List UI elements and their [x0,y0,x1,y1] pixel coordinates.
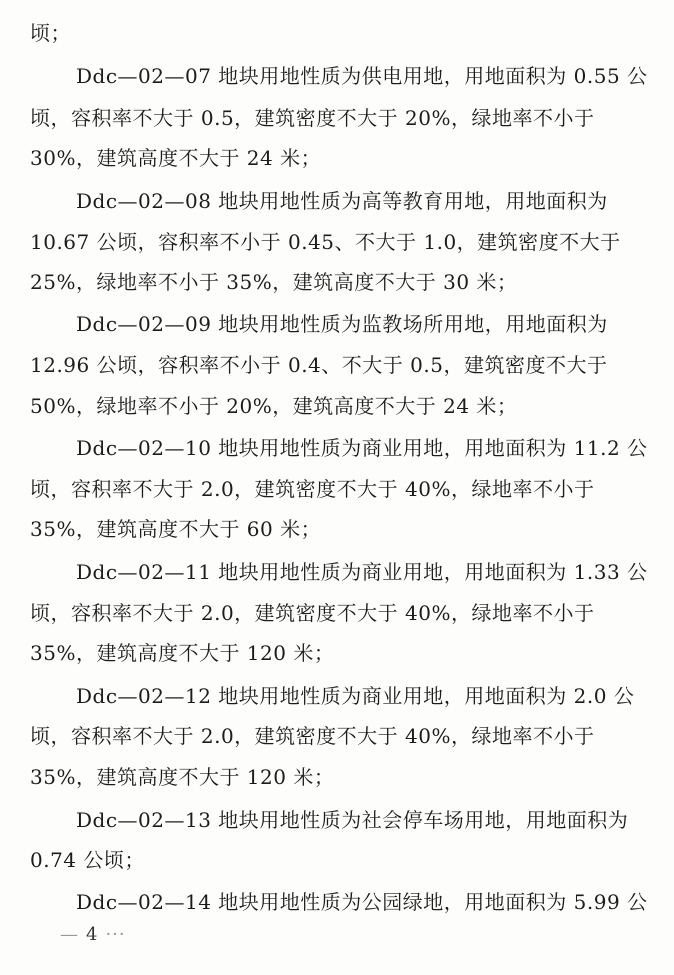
footer-dots: ··· [105,924,126,945]
text-line: Ddc—02—10 地块用地性质为商业用地，用地面积为 11.2 公 [76,436,648,460]
text-line: Ddc—02—12 地块用地性质为商业用地，用地面积为 2.0 公 [76,684,635,708]
page-footer [60,924,126,946]
text-line: Ddc—02—13 地块用地性质为社会停车场用地，用地面积为 [76,808,629,832]
text-line: 30%，建筑高度不大于 24 米； [30,146,322,170]
text-line: 35%，建筑高度不大于 120 米； [30,765,335,789]
text-line: 25%，绿地率不小于 35%，建筑高度不大于 30 米； [30,270,518,294]
text-line: 35%，建筑高度不大于 60 米； [30,517,322,541]
page-number: 4 [86,924,98,945]
text-line: 50%，绿地率不小于 20%，建筑高度不大于 24 米； [30,394,518,418]
text-line: 0.74 公顷； [30,848,145,872]
text-line: 12.96 公顷，容积率不小于 0.4、不大于 0.5，建筑密度不大于 [30,353,608,377]
text-line: 10.67 公顷，容积率不小于 0.45、不大于 1.0，建筑密度不大于 [30,230,621,254]
text-line: 顷，容积率不大于 0.5，建筑密度不大于 20%，绿地率不小于 [30,106,595,130]
text-line: 35%，建筑高度不大于 120 米； [30,641,335,665]
text-line: Ddc—02—14 地块用地性质为公园绿地，用地面积为 5.99 公 [76,890,648,914]
text-line: Ddc—02—07 地块用地性质为供电用地，用地面积为 0.55 公 [76,64,648,88]
text-line: Ddc—02—11 地块用地性质为商业用地，用地面积为 1.33 公 [76,560,648,584]
text-line: Ddc—02—08 地块用地性质为高等教育用地，用地面积为 [76,189,608,213]
footer-dash: — [60,924,78,945]
text-line: 顷，容积率不大于 2.0，建筑密度不大于 40%，绿地率不小于 [30,601,595,625]
text-line: 顷，容积率不大于 2.0，建筑密度不大于 40%，绿地率不小于 [30,477,595,501]
text-line: Ddc—02—09 地块用地性质为监教场所用地，用地面积为 [76,312,608,336]
text-line: 顷，容积率不大于 2.0，建筑密度不大于 40%，绿地率不小于 [30,724,595,748]
text-line: 顷； [30,21,71,45]
